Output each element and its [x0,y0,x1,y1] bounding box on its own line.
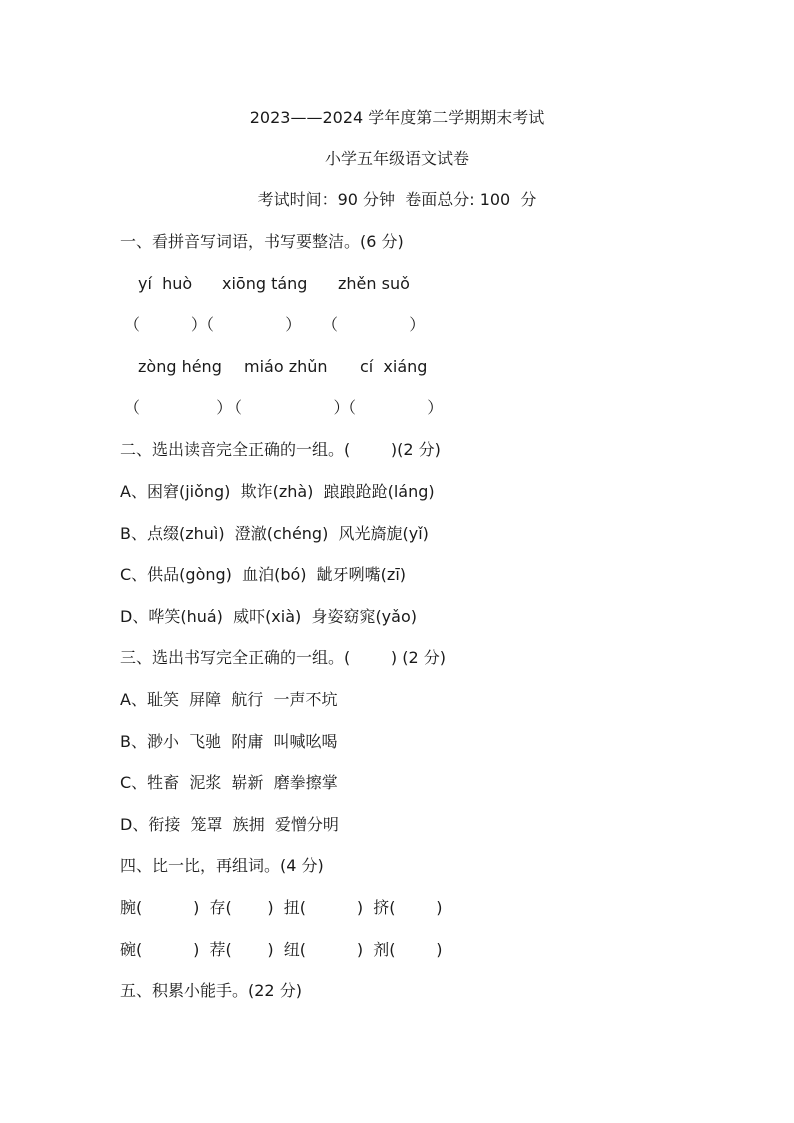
answer-blank-4[interactable]: （ ） [124,398,233,417]
exam-title: 2023——2024 学年度第二学期期末考试 [249,108,545,127]
pinyin-yihuo: yí huò [138,274,193,293]
section1-heading: 一、看拼音写词语，书写要整洁。(6 分) [120,232,404,251]
pinyin-cixiang: cí xiáng [360,357,428,376]
answer-blank-2[interactable]: （ ） [198,315,302,334]
section4-heading: 四、比一比，再组词。(4 分) [120,856,324,875]
answer-blank-6[interactable]: （ ） [340,398,444,417]
answer-blank-5[interactable]: （ ） [226,398,350,417]
section2-option-a: A、困窘(jiǒng) 欺诈(zhà) 踉踉跄跄(láng) [120,482,435,501]
pinyin-zhensuo: zhěn suǒ [338,274,410,293]
section2-option-b: B、点缀(zhuì) 澄澈(chéng) 风光旖旎(yǐ) [120,524,429,543]
section2-heading: 二、选出读音完全正确的一组。( )(2 分) [120,440,441,459]
section3-heading: 三、选出书写完全正确的一组。( ) (2 分) [120,648,447,667]
exam-info: 考试时间：90 分钟 卷面总分: 100 分 [257,190,537,209]
section4-row-2[interactable]: 碗( ) 荐( ) 纽( ) 剂( ) [120,940,443,959]
section3-option-c: C、牲畜 泥浆 崭新 磨拳擦掌 [120,773,338,792]
exam-subtitle: 小学五年级语文试卷 [324,149,469,168]
section3-option-d: D、衔接 笼罩 族拥 爱憎分明 [120,815,339,834]
section3-option-b: B、渺小 飞驰 附庸 叫喊吆喝 [120,732,338,751]
pinyin-xiongtang: xiōng táng [222,274,308,293]
answer-blank-3[interactable]: （ ） [322,315,426,334]
pinyin-zongheng: zòng héng [138,357,222,376]
pinyin-miaozhun: miáo zhǔn [244,357,328,376]
section4-row-1[interactable]: 腕( ) 存( ) 扭( ) 挤( ) [120,898,443,917]
section2-option-d: D、哗笑(huá) 威吓(xià) 身姿窈窕(yǎo) [120,607,417,626]
section5-heading: 五、积累小能手。(22 分) [120,981,302,1000]
section2-option-c: C、供品(gòng) 血泊(bó) 龇牙咧嘴(zī) [120,565,407,584]
section3-option-a: A、耻笑 屏障 航行 一声不坑 [120,690,338,709]
answer-blank-1[interactable]: （ ） [124,315,207,334]
